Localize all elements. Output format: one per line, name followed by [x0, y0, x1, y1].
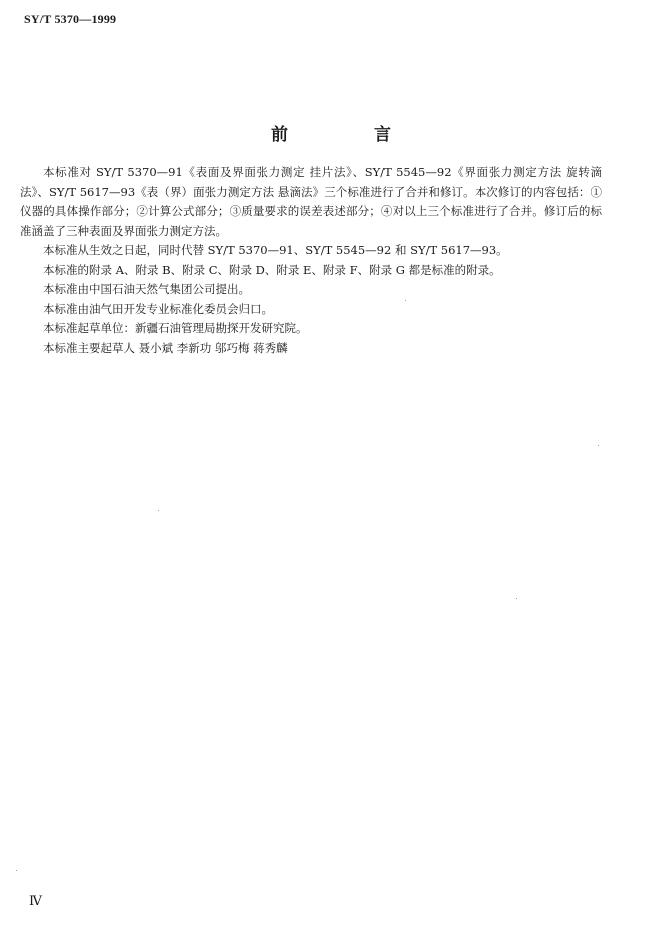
paragraph-appendices: 本标准的附录 A、附录 B、附录 C、附录 D、附录 E、附录 F、附录 G 都是标准的附录。: [43, 262, 501, 277]
page-number: Ⅳ: [29, 893, 42, 908]
scan-speck: [598, 445, 599, 446]
paragraph-drafters: 本标准主要起草人 聂小斌 李新功 邬巧梅 蒋秀麟: [43, 340, 288, 355]
foreword-body: [20, 163, 602, 358]
scan-speck: [158, 510, 159, 511]
scan-speck: [405, 300, 406, 301]
scan-speck: [516, 598, 517, 599]
paragraph-committee: 本标准由油气田开发专业标准化委员会归口。: [43, 301, 273, 316]
scan-speck: [16, 870, 17, 871]
paragraph-proposer: 本标准由中国石油天然气集团公司提出。: [43, 282, 250, 296]
paragraph-replacement: 本标准从生效之日起，同时代替 SY/T 5370—91、SY/T 5545—92 和 SY/T 5617—93。: [43, 243, 508, 257]
paragraph-merge-revision: 本标准对 SY/T 5370—91《表面及界面张力测定 挂片法》、SY/T 5545—92《界面张力测定方法 旋转滴法》、SY/T 5617—93《表（界）面张力测定方法 悬滴法》三个标准进行了合并和修订。本次修订的内容包括：①仪器的具体操作部分；②计算公式部分；③质量要求的误差表述部分；④对以上三个标准进行了合并。修订后的标准涵盖了三种表面及界面张力测定方法。: [20, 165, 602, 238]
standard-code-header: SY/T 5370—1999: [24, 12, 117, 26]
page-title: 前 言: [271, 125, 431, 145]
paragraph-drafting-unit: 本标准起草单位：新疆石油管理局勘探开发研究院。: [43, 321, 308, 335]
